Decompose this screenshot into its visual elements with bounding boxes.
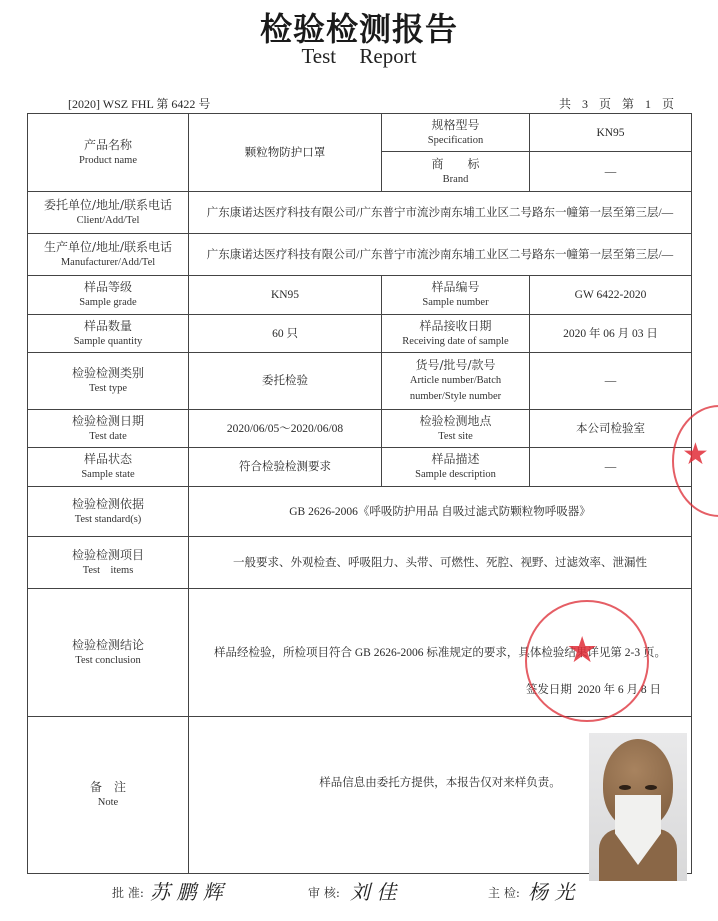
- test-conclusion-label: 检验检测结论 Test conclusion: [28, 589, 189, 717]
- sample-description-value: —: [530, 448, 692, 487]
- test-date-label: 检验检测日期 Test date: [28, 410, 189, 448]
- client-value: 广东康诺达医疗科技有限公司/广东普宁市流沙南东埔工业区二号路东一幢第一层至第三层/—: [189, 192, 692, 234]
- inspector-label: 主 检:: [488, 886, 520, 900]
- reviewer-signature: 刘 佳: [350, 880, 397, 904]
- receiving-date-label: 样品接收日期 Receiving date of sample: [382, 315, 530, 353]
- conclusion-text: 样品经检验，所检项目符合 GB 2626-2006 标准规定的要求，具体检验结果详见第 2-3 页。: [213, 646, 666, 659]
- edge-stamp-star-icon: ★: [682, 437, 709, 472]
- product-name-label: 产品名称 Product name: [28, 114, 189, 192]
- sample-state-label: 样品状态 Sample state: [28, 448, 189, 487]
- report-title-en: Test Report: [301, 44, 417, 68]
- receiving-date-value: 2020 年 06 月 03 日: [530, 315, 692, 353]
- test-type-value: 委托检验: [189, 353, 382, 410]
- test-type-label: 检验检测类别 Test type: [28, 353, 189, 410]
- test-standard-label: 检验检测依据 Test standard(s): [28, 487, 189, 537]
- test-site-value: 本公司检验室: [530, 410, 692, 448]
- note-value: 样品信息由委托方提供，本报告仅对来样负责。: [189, 717, 692, 874]
- report-title-cn: 检验检测报告: [259, 10, 458, 48]
- sample-quantity-label: 样品数量 Sample quantity: [28, 315, 189, 353]
- approver-signature: 苏 鹏 辉: [150, 880, 223, 904]
- sample-photo: [589, 733, 687, 881]
- specification-value: KN95: [530, 114, 692, 152]
- approver-label: 批 准:: [112, 886, 144, 900]
- page-info: 共 3 页 第 1 页: [558, 97, 674, 111]
- sample-grade-label: 样品等级 Sample grade: [28, 276, 189, 315]
- specification-label: 规格型号 Specification: [382, 114, 530, 152]
- sample-grade-value: KN95: [189, 276, 382, 315]
- sample-description-label: 样品描述 Sample description: [382, 448, 530, 487]
- report-number: [2020] WSZ FHL 第 6422 号: [68, 97, 211, 111]
- test-site-label: 检验检测地点 Test site: [382, 410, 530, 448]
- reviewer-label: 审 核:: [308, 886, 340, 900]
- article-number-value: —: [530, 353, 692, 410]
- client-label: 委托单位/地址/联系电话 Client/Add/Tel: [28, 192, 189, 234]
- stamp-star-icon: ★: [566, 630, 599, 671]
- note-label: 备 注 Note: [28, 717, 189, 874]
- test-items-label: 检验检测项目 Test items: [28, 537, 189, 589]
- sample-quantity-value: 60 只: [189, 315, 382, 353]
- sample-state-value: 符合检验检测要求: [189, 448, 382, 487]
- article-number-label: 货号/批号/款号 Article number/Batch number/Style number: [382, 353, 530, 410]
- brand-value: —: [530, 152, 692, 192]
- brand-label: 商 标 Brand: [382, 152, 530, 192]
- manufacturer-label: 生产单位/地址/联系电话 Manufacturer/Add/Tel: [28, 234, 189, 276]
- test-items-value: 一般要求、外观检查、呼吸阻力、头带、可燃性、死腔、视野、过滤效率、泄漏性: [189, 537, 692, 589]
- sample-number-value: GW 6422-2020: [530, 276, 692, 315]
- test-standard-value: GB 2626-2006《呼吸防护用品 自吸过滤式防颗粒物呼吸器》: [189, 487, 692, 537]
- product-name-value: 颗粒物防护口罩: [189, 114, 382, 192]
- issue-date: 签发日期 2020 年 6 月 8 日: [525, 684, 661, 696]
- inspector-signature: 杨 光: [528, 880, 575, 904]
- sample-number-label: 样品编号 Sample number: [382, 276, 530, 315]
- manufacturer-value: 广东康诺达医疗科技有限公司/广东普宁市流沙南东埔工业区二号路东一幢第一层至第三层/—: [189, 234, 692, 276]
- test-date-value: 2020/06/05～2020/06/08: [189, 410, 382, 448]
